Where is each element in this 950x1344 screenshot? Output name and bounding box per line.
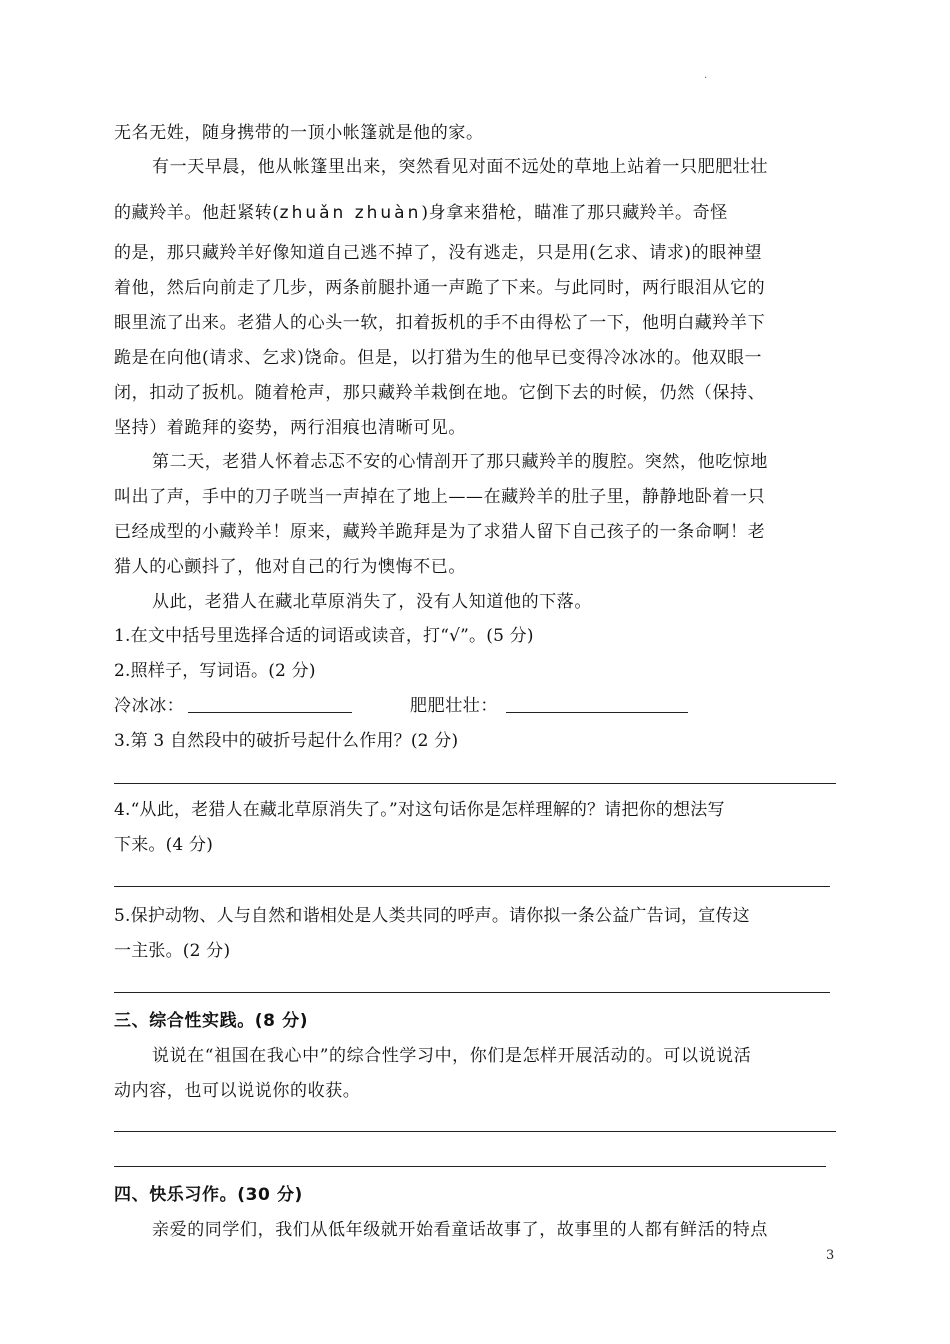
story-line-8: 闭，扣动了扳机。随着枪声，那只藏羚羊栽倒在地。它倒下去的时候，仍然（保持、 <box>114 383 766 403</box>
page-number: 3 <box>826 1248 835 1263</box>
q2-answer-blank-2[interactable] <box>506 712 688 713</box>
section-4-line-1: 亲爱的同学们，我们从低年级就开始看童话故事了，故事里的人都有鲜活的特点 <box>152 1220 768 1240</box>
section-3-answer-line-1[interactable] <box>114 1131 836 1132</box>
story-line-4: 的是，那只藏羚羊好像知道自己逃不掉了，没有逃走，只是用(乞求、请求)的眼神望 <box>114 243 763 263</box>
story-line-5: 着他，然后向前走了几步，两条前腿扑通一声跪了下来。与此同时，两行眼泪从它的 <box>114 278 766 298</box>
question-3: 3.第 3 自然段中的破折号起什么作用？(2 分) <box>114 731 459 751</box>
q5-answer-line[interactable] <box>114 992 830 993</box>
q2-example-2-label: 肥肥壮壮： <box>410 696 498 716</box>
story-line-3-end: )身拿来猎枪，瞄准了那只藏羚羊。奇怪 <box>421 203 728 223</box>
story-line-6: 眼里流了出来。老猎人的心头一软，扣着扳机的手不由得松了一下，他明白藏羚羊下 <box>114 313 766 333</box>
section-3-answer-line-2[interactable] <box>114 1166 826 1167</box>
story-line-12: 已经成型的小藏羚羊！原来，藏羚羊跪拜是为了求猎人留下自己孩子的一条命啊！老 <box>114 522 766 542</box>
story-line-13: 猎人的心颤抖了，他对自己的行为懊悔不已。 <box>114 557 466 577</box>
question-1: 1.在文中括号里选择合适的词语或读音，打“√”。(5 分) <box>114 626 534 646</box>
question-2: 2.照样子，写词语。(2 分) <box>114 661 316 681</box>
story-line-7: 跪是在向他(请求、乞求)饶命。但是，以打猎为生的他早已变得冷冰冰的。他双眼一 <box>114 348 763 368</box>
story-line-11: 叫出了声，手中的刀子咣当一声掉在了地上——在藏羚羊的肚子里，静静地卧着一只 <box>114 487 766 507</box>
story-line-9: 坚持）着跪拜的姿势，两行泪痕也清晰可见。 <box>114 418 466 438</box>
header-dot: . <box>704 70 708 81</box>
story-line-1: 无名无姓，随身携带的一顶小帐篷就是他的家。 <box>114 123 484 143</box>
section-3-title: 三、综合性实践。(8 分) <box>114 1011 309 1031</box>
q3-answer-line[interactable] <box>114 783 836 784</box>
q2-answer-blank-1[interactable] <box>188 712 352 713</box>
q2-example-1-label: 冷冰冰： <box>114 696 185 716</box>
story-line-3 <box>114 201 834 225</box>
question-5-line-2: 一主张。(2 分) <box>114 941 231 961</box>
section-3-line-1: 说说在“祖国在我心中”的综合性学习中，你们是怎样开展活动的。可以说说活 <box>152 1046 752 1066</box>
story-line-10: 第二天，老猎人怀着忐忑不安的心情剖开了那只藏羚羊的腹腔。突然，他吃惊地 <box>152 452 768 472</box>
question-4-line-2: 下来。(4 分) <box>114 835 214 855</box>
section-3-line-2: 动内容，也可以说说你的收获。 <box>114 1081 361 1101</box>
story-line-3-start: 的藏羚羊。他赶紧转( <box>114 203 280 223</box>
q4-answer-line[interactable] <box>114 886 830 887</box>
pinyin-options: zhuǎn zhuàn <box>279 203 422 223</box>
section-4-title: 四、快乐习作。(30 分) <box>114 1185 303 1205</box>
story-line-14: 从此，老猎人在藏北草原消失了，没有人知道他的下落。 <box>152 592 592 612</box>
question-5-line-1: 5.保护动物、人与自然和谐相处是人类共同的呼声。请你拟一条公益广告词，宣传这 <box>114 906 750 926</box>
story-line-2: 有一天早晨，他从帐篷里出来，突然看见对面不远处的草地上站着一只肥肥壮壮 <box>152 157 768 177</box>
question-4-line-1: 4.“从此，老猎人在藏北草原消失了。”对这句话你是怎样理解的？请把你的想法写 <box>114 800 725 820</box>
